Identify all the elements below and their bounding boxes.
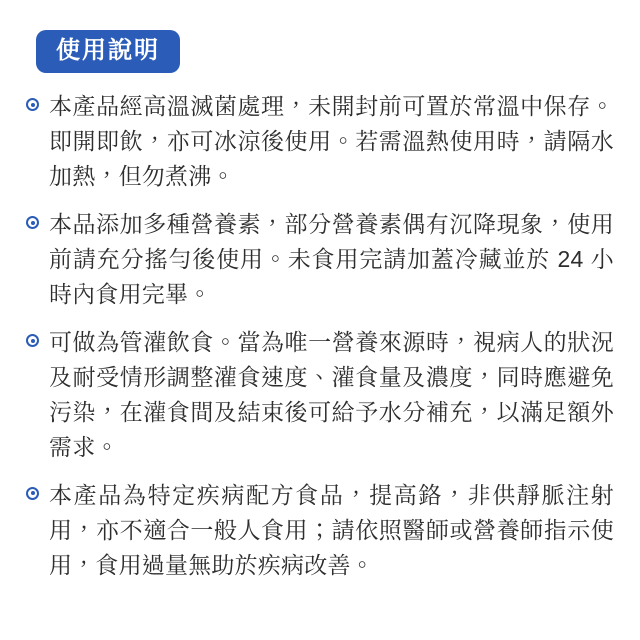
list-item	[26, 478, 614, 583]
instruction-text: 本產品為特定疾病配方食品，提高鉻，非供靜脈注射用，亦不適合一般人食用；請依照醫師或營養師指示使用，食用過量無助於疾病改善。	[49, 481, 614, 578]
bullet-icon	[26, 98, 39, 111]
instruction-text: 本產品經高溫滅菌處理，未開封前可置於常溫中保存。即開即飲，亦可冰涼後使用。若需溫熱使用時，請隔水加熱，但勿煮沸。	[49, 93, 614, 190]
list-item	[26, 89, 614, 194]
bullet-icon	[26, 216, 39, 229]
instruction-text: 本品添加多種營養素，部分營養素偶有沉降現象，使用前請充分搖勻後使用。未食用完請加蓋冷藏並於 24 小時內食用完畢。	[49, 211, 614, 308]
section-title-badge: 使用說明	[36, 30, 180, 73]
bullet-icon	[26, 334, 39, 347]
list-item	[26, 325, 614, 465]
instruction-text: 可做為管灌飲食。當為唯一營養來源時，視病人的狀況及耐受情形調整灌食速度、灌食量及濃度，同時應避免污染，在灌食間及結束後可給予水分補充，以滿足額外需求。	[49, 329, 614, 460]
instruction-list	[26, 89, 614, 582]
bullet-icon	[26, 487, 39, 500]
list-item	[26, 207, 614, 312]
